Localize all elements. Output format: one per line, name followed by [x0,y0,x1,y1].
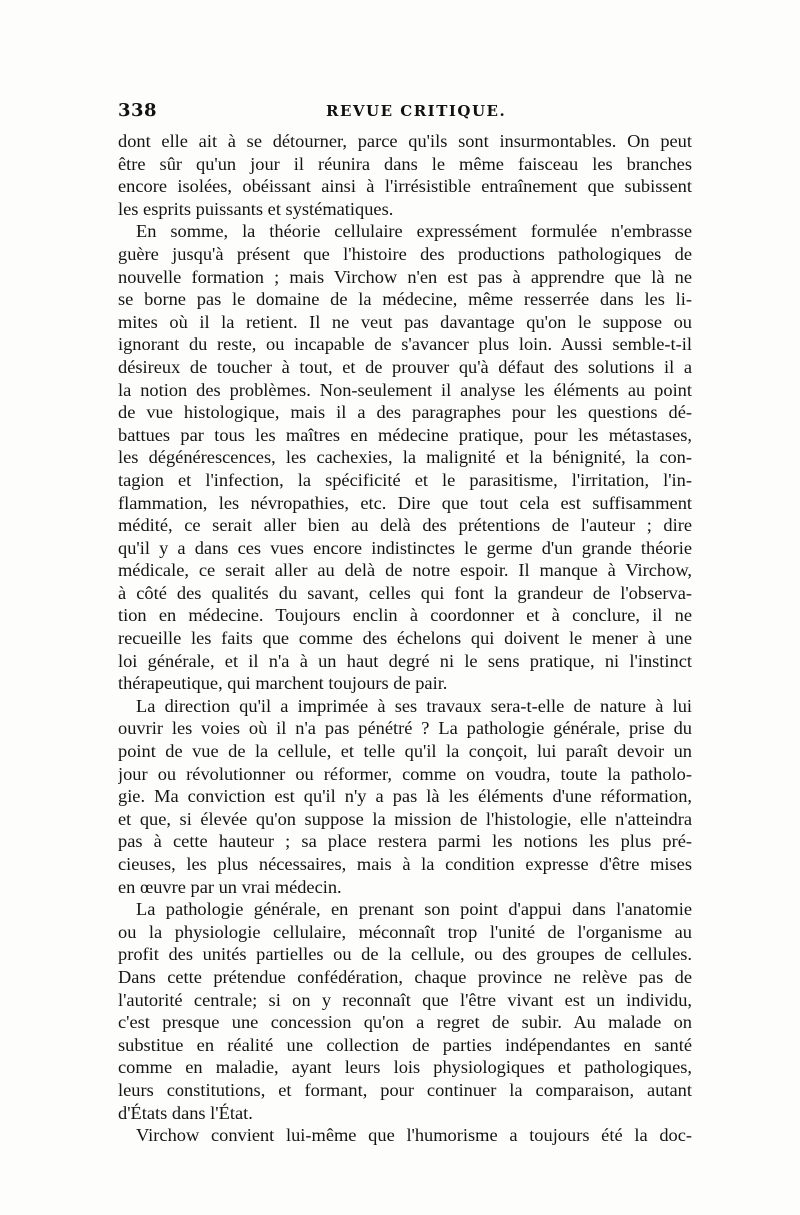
text-line: jour ou révolutionner ou réformer, comme on voudra, toute la patholo- [118,763,692,784]
text-line: point de vue de la cellule, et telle qu'il la conçoit, lui paraît devoir un [118,741,692,762]
text-line: encore isolées, obéissant ainsi à l'irrésistible entraînement que subissent [118,176,692,197]
text-line: à côté des qualités du savant, celles qui font la grandeur de l'observa- [118,582,692,603]
text-line: leurs constitutions, et formant, pour continuer la comparaison, autant [118,1079,692,1100]
text-line: Virchow convient lui-même que l'humorisme a toujours été la doc- [136,1125,692,1146]
text-line: guère jusqu'à présent que l'histoire des productions pathologiques de [118,243,692,264]
text-line: gie. Ma conviction est qu'il n'y a pas là les éléments d'une réformation, [118,786,692,807]
text-line: l'autorité centrale; si on y reconnaît que l'être vivant est un individu, [118,989,692,1010]
text-line: En somme, la théorie cellulaire expressément formulée n'embrasse [136,221,692,242]
body-text [118,130,692,1147]
text-line: loi générale, et il n'a à un haut degré ni le sens pratique, ni l'instinct [118,650,692,671]
text-line: en œuvre par un vrai médecin. [118,876,342,897]
text-line: la notion des problèmes. Non-seulement il analyse les éléments au point [118,379,692,400]
text-line: La pathologie générale, en prenant son point d'appui dans l'anatomie [136,899,692,920]
text-line: ou la physiologie cellulaire, méconnaît trop l'unité de l'organisme au [118,921,692,942]
text-line: thérapeutique, qui marchent toujours de pair. [118,673,448,694]
text-line: cieuses, les plus nécessaires, mais à la condition expresse d'être mises [118,854,692,874]
text-line: les dégénérescences, les cachexies, la malignité et la bénignité, la con- [118,447,692,468]
text-line: de vue histologique, mais il a des paragraphes pour les questions dé- [118,402,692,423]
text-line: ouvrir les voies où il n'a pas pénétré ? La pathologie générale, prise du [118,718,692,739]
text-line: flammation, les névropathies, etc. Dire que tout cela est suffisamment [118,492,692,513]
text-line: médité, ce serait aller bien au delà des prétentions de l'auteur ; dire [118,515,692,536]
text-line: profit des unités partielles ou de la cellule, ou des groupes de cellules. [118,944,692,965]
text-line: Dans cette prétendue confédération, chaque province ne relève pas de [118,966,692,987]
text-line: d'États dans l'État. [118,1102,253,1123]
text-line: comme en maladie, ayant leurs lois physiologiques et pathologiques, [118,1057,692,1078]
text-line: dont elle ait à se détourner, parce qu'ils sont insurmontables. On peut [118,131,692,151]
text-line: être sûr qu'un jour il réunira dans le même faisceau les branches [118,153,692,174]
text-line: médicale, ce serait aller au delà de notre espoir. Il manque à Virchow, [118,560,692,581]
text-line: qu'il y a dans ces vues encore indistinctes le germe d'un grande théorie [118,537,692,558]
text-line: c'est presque une concession qu'on a regret de subir. Au malade on [118,1012,692,1033]
text-line: La direction qu'il a imprimée à ses travaux sera-t-elle de nature à lui [136,695,692,716]
text-line: battues par tous les maîtres en médecine pratique, pour les métastases, [118,424,692,445]
text-line: nouvelle formation ; mais Virchow n'en est pas à apprendre que là ne [118,266,692,287]
page-number: 338 [118,100,158,121]
text-line: se borne pas le domaine de la médecine, même resserrée dans les li- [118,289,692,310]
text-line: tion en médecine. Toujours enclin à coordonner et à conclure, il ne [118,605,692,626]
text-line: tagion et l'infection, la spécificité et le parasitisme, l'irritation, l'in- [118,469,692,490]
text-line: substitue en réalité une collection de parties indépendantes en santé [118,1034,692,1055]
page-header [118,100,692,124]
running-title: REVUE CRITIQUE. [326,102,507,120]
text-line: les esprits puissants et systématiques. [118,198,394,219]
text-line: mites où il la retient. Il ne veut pas davantage qu'on le suppose ou [118,311,692,332]
text-line: désireux de toucher à tout, et de prouver qu'à défaut des solutions il a [118,356,692,377]
text-line: ignorant du reste, ou incapable de s'avancer plus loin. Aussi semble-t-il [118,334,692,355]
text-line: recueille les faits que comme des échelons qui doivent le mener à une [118,628,692,649]
text-line: pas à cette hauteur ; sa place restera parmi les notions les plus pré- [118,831,692,852]
text-line: et que, si élevée qu'on suppose la mission de l'histologie, elle n'atteindra [118,808,692,829]
